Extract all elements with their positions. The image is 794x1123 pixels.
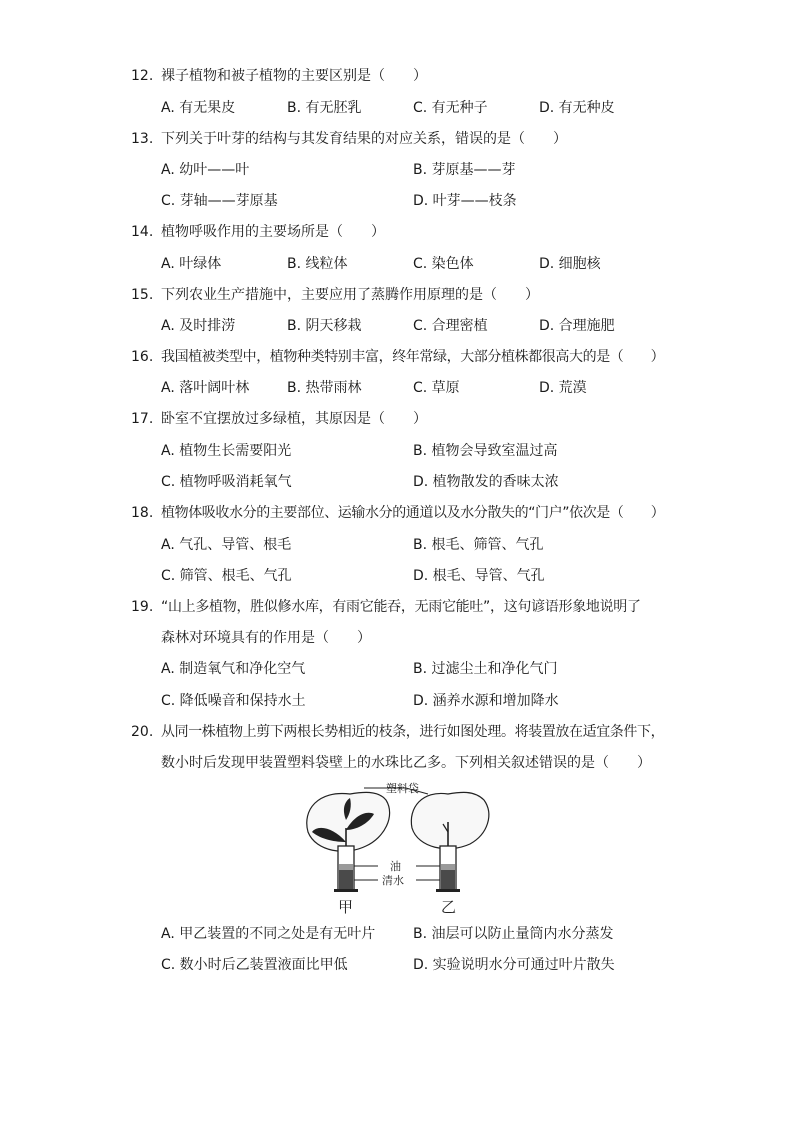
label-water: 清水 [382,874,404,887]
question-number: 14. [131,224,154,240]
option-b: B. 油层可以防止量筒内水分蒸发 [413,926,614,942]
question-stem: 植物体吸收水分的主要部位、运输水分的通道以及水分散失的“门户”依次是（ ） [161,505,665,521]
option-c: C. 有无种子 [413,100,488,116]
water-left [339,870,353,889]
question-stem-continued: 数小时后发现甲装置塑料袋壁上的水珠比乙多。下列相关叙述错误的是（ ） [161,755,651,771]
option-c: C. 芽轴——芽原基 [161,193,278,209]
option-b: B. 植物会导致室温过高 [413,443,558,459]
label-yi: 乙 [441,898,457,916]
option-a: A. 落叶阔叶林 [161,380,250,396]
option-a: A. 甲乙装置的不同之处是有无叶片 [161,926,376,942]
oil-layer-right [441,864,455,870]
option-d: D. 有无种皮 [539,100,615,116]
option-d: D. 实验说明水分可通过叶片散失 [413,957,615,973]
option-a: A. 叶绿体 [161,256,222,272]
question-stem: 下列关于叶芽的结构与其发育结果的对应关系，错误的是（ ） [161,131,567,147]
question-20 [131,722,671,742]
option-b: B. 有无胚乳 [287,100,362,116]
oil-layer-left [339,864,353,870]
option-c: C. 数小时后乙装置液面比甲低 [161,957,348,973]
option-d: D. 合理施肥 [539,318,615,334]
option-c: C. 草原 [413,380,460,396]
question-12 [131,66,671,86]
option-a: A. 及时排涝 [161,318,236,334]
label-jia: 甲 [338,898,354,916]
option-a: A. 制造氧气和净化空气 [161,661,306,677]
option-a: A. 气孔、导管、根毛 [161,537,292,553]
option-b: B. 热带雨林 [287,380,362,396]
option-b: B. 阴天移栽 [287,318,362,334]
question-stem: 我国植被类型中，植物种类特别丰富，终年常绿，大部分植株都很高大的是（ ） [161,349,665,365]
question-number: 18. [131,505,154,521]
question-number: 12. [131,68,154,84]
water-right [441,870,455,889]
question-stem: 从同一株植物上剪下两根长势相近的枝条，进行如图处理。将装置放在适宜条件下， [161,724,665,740]
question-stem: “山上多植物，胜似修水库，有雨它能吞，无雨它能吐”，这句谚语形象地说明了 [161,599,641,615]
question-14 [131,222,671,242]
question-stem: 裸子植物和被子植物的主要区别是（ ） [161,68,427,84]
question-stem: 植物呼吸作用的主要场所是（ ） [161,224,385,240]
label-oil: 油 [390,860,401,873]
cylinder-base-right [436,889,460,892]
option-c: C. 染色体 [413,256,474,272]
option-c: C. 降低噪音和保持水土 [161,693,306,709]
option-d: D. 涵养水源和增加降水 [413,693,559,709]
question-number: 15. [131,287,154,303]
question-13 [131,129,671,149]
question-17 [131,409,671,429]
question-19 [131,597,671,617]
experiment-figure [298,780,494,920]
option-c: C. 植物呼吸消耗氧气 [161,474,292,490]
option-b: B. 芽原基——芽 [413,162,516,178]
question-number: 13. [131,131,154,147]
option-b: B. 过滤尘土和净化气门 [413,661,558,677]
question-16 [131,347,671,367]
option-d: D. 荒漠 [539,380,587,396]
option-d: D. 细胞核 [539,256,601,272]
option-c: C. 筛管、根毛、气孔 [161,568,292,584]
question-number: 17. [131,411,154,427]
option-a: A. 植物生长需要阳光 [161,443,292,459]
question-18 [131,503,671,523]
option-a: A. 幼叶——叶 [161,162,250,178]
cylinder-base-left [334,889,358,892]
option-c: C. 合理密植 [413,318,488,334]
question-number: 19. [131,599,154,615]
experiment-diagram [298,780,494,920]
option-d: D. 植物散发的香味太浓 [413,474,559,490]
question-stem-continued: 森林对环境具有的作用是（ ） [161,630,371,646]
option-b: B. 根毛、筛管、气孔 [413,537,544,553]
question-stem: 卧室不宜摆放过多绿植，其原因是（ ） [161,411,427,427]
question-number: 16. [131,349,154,365]
option-d: D. 叶芽——枝条 [413,193,517,209]
question-stem: 下列农业生产措施中，主要应用了蒸腾作用原理的是（ ） [161,287,539,303]
option-a: A. 有无果皮 [161,100,236,116]
option-d: D. 根毛、导管、气孔 [413,568,545,584]
question-15 [131,285,671,305]
option-b: B. 线粒体 [287,256,348,272]
plastic-bag-right [411,792,488,848]
question-number: 20. [131,724,154,740]
label-plastic-bag: 塑料袋 [386,782,419,795]
